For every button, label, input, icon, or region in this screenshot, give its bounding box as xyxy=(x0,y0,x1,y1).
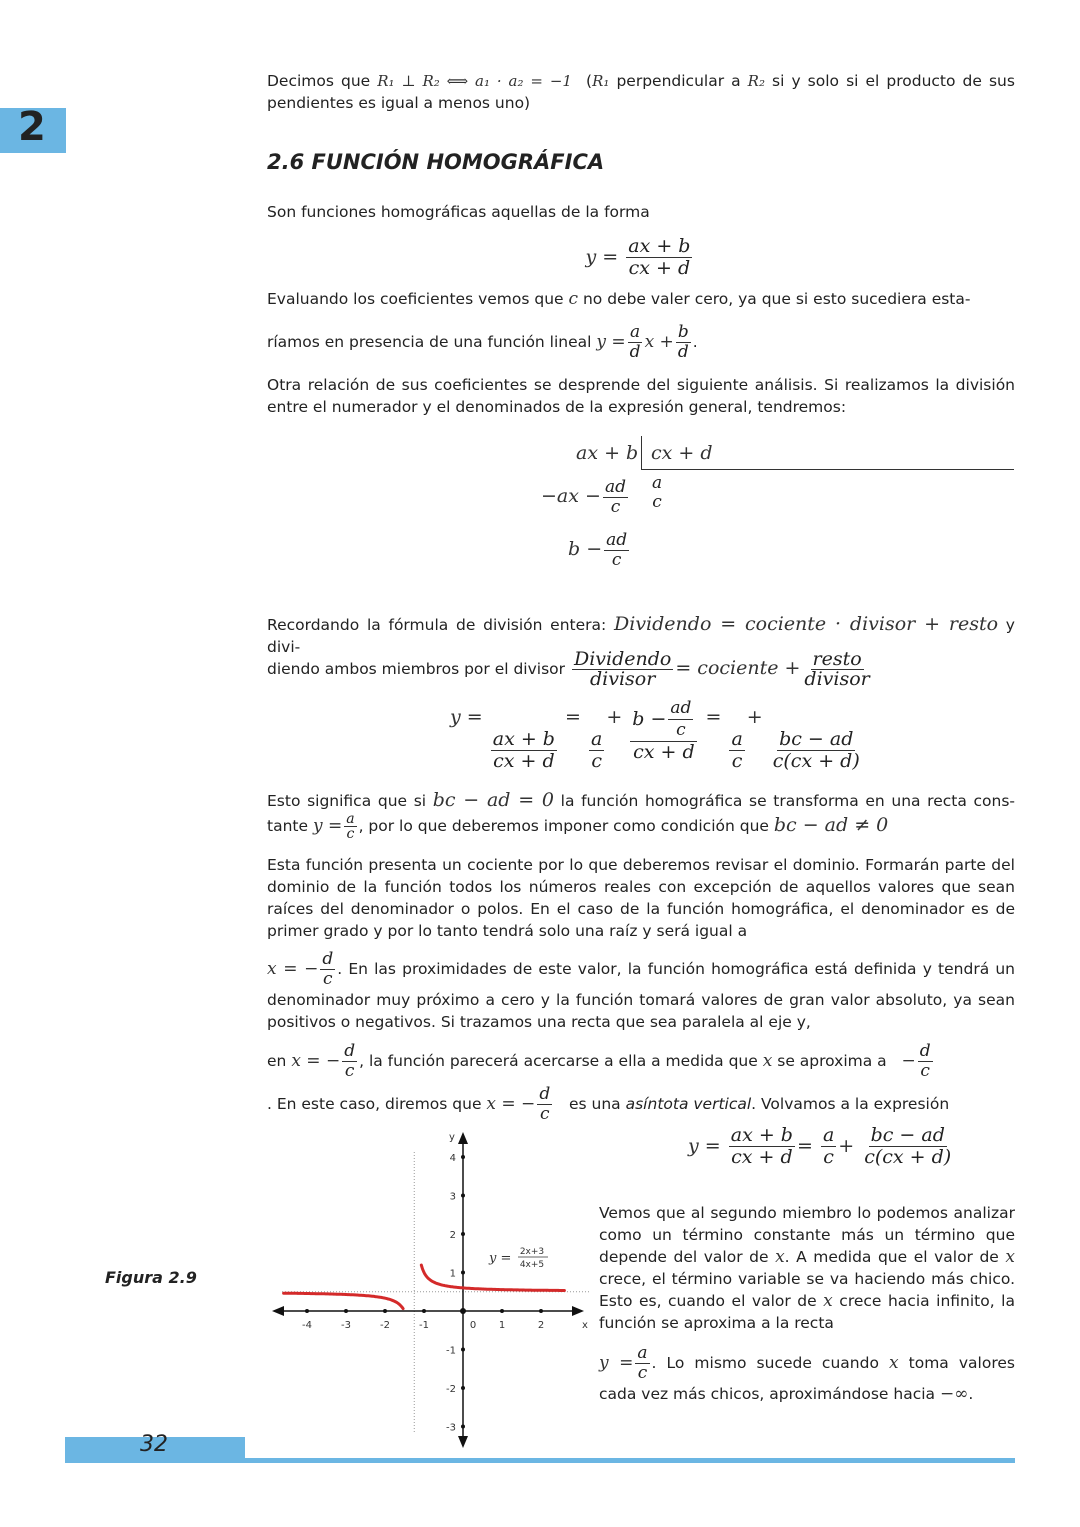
text: toma valores cada vez más chicos, aproximándose hacia xyxy=(599,1354,1015,1403)
text: y divi- xyxy=(267,616,1015,656)
perpendicular-formula: R₁ ⊥ R₂ ⟺ a₁ · a₂ = −1 xyxy=(377,72,572,90)
text: no debe valer cero, ya que si esto sucediera esta- xyxy=(582,290,971,308)
x-tick-label: -1 xyxy=(419,1320,429,1331)
homographic-function-graph xyxy=(260,1120,600,1460)
numerator: a xyxy=(630,322,641,342)
text: Evaluando los coeficientes vemos que xyxy=(267,290,564,308)
numerator: bc − ad xyxy=(779,728,854,750)
y-tick xyxy=(461,1155,465,1159)
section-heading: 2.6 FUNCIÓN HOMOGRÁFICA xyxy=(267,150,605,174)
denominator: d xyxy=(677,342,689,362)
numerator: a xyxy=(731,728,743,750)
text: . Volvamos a la expresión xyxy=(751,1095,950,1113)
denominator: divisor xyxy=(804,668,870,690)
math: − xyxy=(901,1051,916,1071)
subtraction-row xyxy=(541,478,630,517)
numerator: a xyxy=(637,1343,648,1363)
text: . xyxy=(692,333,698,351)
quotient xyxy=(648,474,666,512)
text: ( xyxy=(586,72,593,90)
text: la función homográfica se transforma en una recta cons- xyxy=(560,792,1015,810)
denominator: c xyxy=(920,1061,930,1081)
paragraph xyxy=(267,1040,1015,1082)
origin-point xyxy=(460,1308,466,1314)
text: . En las proximidades de este valor, la función homográfica está definida y tendrá un denominador muy próximo a cero y la función tomará valores de gran valor absoluto, ya sean positivos o negativos. Si trazamos una recta que sea paralela al eje y, xyxy=(267,960,1016,1031)
text: Decimos que xyxy=(267,72,371,90)
denominator: c xyxy=(676,720,686,740)
math: y = xyxy=(312,816,343,836)
denominator: c xyxy=(637,1363,648,1383)
y-tick-label: 3 xyxy=(449,1191,456,1203)
numerator: d xyxy=(344,1041,356,1061)
text: . A medida que el valor de xyxy=(784,1248,999,1266)
y-axis-arrow-down xyxy=(458,1436,468,1448)
math: = xyxy=(565,706,581,728)
x-tick xyxy=(422,1309,426,1313)
text: , por lo que deberemos imponer como condición que xyxy=(358,817,769,835)
paragraph xyxy=(267,789,1015,841)
denominator: divisor xyxy=(589,668,656,690)
text: en xyxy=(267,1052,287,1070)
denominator: c xyxy=(610,497,621,517)
x-tick-label: 0 xyxy=(469,1320,477,1331)
math: R₂ xyxy=(747,72,765,90)
denominator: cx + d xyxy=(633,741,695,763)
y-tick xyxy=(461,1194,465,1198)
text: . xyxy=(968,1385,974,1403)
text: . Lo mismo sucede cuando xyxy=(651,1354,879,1372)
numerator: ax + b xyxy=(730,1124,793,1146)
numerator: a xyxy=(652,473,663,493)
paragraph xyxy=(599,1344,1015,1405)
x-tick-label: 2 xyxy=(537,1320,545,1331)
math: b − xyxy=(568,538,603,560)
numerator: ad xyxy=(670,698,692,718)
denominator: cx + d xyxy=(493,750,555,772)
x-tick-label: -2 xyxy=(380,1320,390,1331)
x-axis-label: x xyxy=(582,1320,588,1331)
figure-label: Figura 2.9 xyxy=(105,1268,197,1287)
denominator: cx + d xyxy=(628,257,691,279)
x-tick xyxy=(383,1309,387,1313)
math: y = xyxy=(450,706,483,728)
y-axis-label: y xyxy=(449,1132,455,1143)
x-tick xyxy=(305,1309,309,1313)
x-tick-label: 1 xyxy=(498,1320,506,1331)
text: Recordando la fórmula de división entera: xyxy=(267,616,607,634)
y-tick xyxy=(461,1386,465,1390)
math: y = xyxy=(596,332,626,352)
text: si y solo si el producto de sus pendientes es igual a menos uno) xyxy=(267,72,1015,112)
denominator: c xyxy=(611,550,622,570)
denominator: d xyxy=(629,342,641,362)
denominator: cx + d xyxy=(731,1146,793,1168)
numerator: a xyxy=(590,728,603,750)
y-tick-label: -1 xyxy=(446,1345,456,1357)
text: ríamos en presencia de una función lineal xyxy=(267,333,592,351)
text: perpendicular a xyxy=(616,72,741,90)
equation-numerator: 2x+3 xyxy=(519,1247,545,1257)
math: x xyxy=(762,1051,773,1071)
page-number: 32 xyxy=(140,1432,168,1457)
paragraph xyxy=(267,322,1015,362)
denominator: c(cx + d) xyxy=(864,1146,952,1168)
math: = xyxy=(796,1135,813,1157)
math: x xyxy=(1005,1247,1016,1267)
math: + xyxy=(838,1135,855,1157)
math: y = xyxy=(585,246,619,268)
y-tick-label: 4 xyxy=(449,1153,456,1164)
math: c xyxy=(568,289,579,309)
math: x = − xyxy=(291,1051,341,1071)
x-tick xyxy=(344,1309,348,1313)
numerator: d xyxy=(919,1041,931,1061)
math: x xyxy=(888,1353,899,1373)
text: Vemos que al segundo miembro lo podemos analizar como un término constante más un término que depende del valor de xyxy=(599,1204,1015,1266)
math: = xyxy=(705,706,722,728)
numerator: b xyxy=(677,322,689,342)
math: y = xyxy=(599,1353,634,1373)
numerator: a xyxy=(822,1124,835,1146)
division-bracket-vertical xyxy=(641,436,642,470)
text: , la función parecerá acercarse a ella a medida que xyxy=(359,1052,758,1070)
denominator: c xyxy=(823,1146,834,1168)
math: x + xyxy=(644,332,674,352)
paragraph xyxy=(599,1202,1015,1334)
denominator: c xyxy=(652,492,662,512)
denominator: c xyxy=(344,1061,355,1081)
x-tick-label: -3 xyxy=(341,1320,351,1331)
denominator: c xyxy=(323,969,333,989)
dividend: ax + b xyxy=(576,442,639,464)
y-tick xyxy=(461,1348,465,1352)
y-tick-label: 2 xyxy=(449,1230,456,1241)
numerator: ax + b xyxy=(492,728,555,750)
division-bracket-horizontal xyxy=(641,469,1014,470)
numerator: ax + b xyxy=(628,235,691,257)
math: = cociente + xyxy=(675,657,801,679)
general-formula xyxy=(540,236,740,279)
math: x = − xyxy=(267,959,319,979)
math: y = xyxy=(688,1135,721,1157)
y-tick xyxy=(461,1232,465,1236)
chapter-tab xyxy=(0,104,66,153)
numerator: ad xyxy=(604,477,626,497)
text: diendo ambos miembros por el divisor xyxy=(267,660,566,678)
remainder xyxy=(568,531,631,570)
math: b − xyxy=(632,708,667,730)
text: . En este caso, diremos que xyxy=(267,1095,482,1113)
math: bc − ad ≠ 0 xyxy=(773,814,889,836)
math: R₁ xyxy=(592,72,610,90)
math: −ax − xyxy=(541,485,601,507)
paragraph: Son funciones homográficas aquellas de la forma xyxy=(267,203,650,221)
decomposition-formula xyxy=(450,698,864,772)
paragraph: Otra relación de sus coeficientes se desprende del siguiente análisis. Si realizamos la división entre el numerador y el denominados de la expresión general, tendremos: xyxy=(267,376,1015,416)
x-tick-label: -4 xyxy=(302,1320,312,1331)
text: crece hacia infinito, la función se aproxima a la recta xyxy=(599,1292,1015,1332)
paragraph xyxy=(267,288,1015,310)
equation-denominator: 4x+5 xyxy=(519,1260,545,1270)
denominator: c xyxy=(731,750,743,772)
math: −∞ xyxy=(939,1384,969,1404)
x-tick xyxy=(539,1309,543,1313)
denominator: c xyxy=(346,826,355,842)
x-axis-arrow-left xyxy=(272,1306,284,1316)
denominator: c xyxy=(539,1104,550,1124)
denominator: c(cx + d) xyxy=(772,750,860,772)
math: x xyxy=(823,1291,833,1311)
y-tick-label: -2 xyxy=(446,1384,456,1395)
intro-paragraph xyxy=(267,70,1015,114)
curve-left-branch xyxy=(284,1293,404,1308)
y-tick-label: -3 xyxy=(446,1422,456,1434)
numerator: ad xyxy=(606,530,628,550)
text: crece, el término variable se va haciendo más chico. Esto es, cuando el valor de xyxy=(599,1270,1015,1310)
paragraph xyxy=(267,950,1015,1033)
math: + xyxy=(606,706,623,728)
denominator: c xyxy=(591,750,602,772)
y-axis-arrow-up xyxy=(458,1132,468,1144)
numerator: a xyxy=(346,811,355,827)
division-formula: Dividendo = cociente · divisor + resto xyxy=(614,613,999,635)
math: x xyxy=(775,1247,785,1267)
numerator: d xyxy=(539,1084,551,1104)
y-tick-label: 1 xyxy=(449,1268,456,1280)
y-tick xyxy=(461,1425,465,1429)
numerator: bc − ad xyxy=(870,1124,945,1146)
numerator: resto xyxy=(812,648,862,670)
y-tick xyxy=(461,1271,465,1275)
text: Esto significa que si xyxy=(267,792,427,810)
x-axis-arrow-right xyxy=(572,1306,584,1316)
paragraph xyxy=(267,646,1015,691)
math: + xyxy=(746,706,763,728)
numerator: Dividendo xyxy=(573,648,672,670)
paragraph: Esta función presenta un cociente por lo que deberemos revisar el dominio. Formarán parte del dominio de la función todos los números reales con excepción de aquellos valores que sean raíces del denominador o polos. En el caso de la función homográfica, el denominador es de primer grado y por lo tanto tendrá solo una raíz y será igual a xyxy=(267,856,1015,940)
footer-line xyxy=(245,1458,1015,1463)
chapter-number: 2 xyxy=(18,104,46,150)
paragraph xyxy=(267,1083,1015,1125)
math: x = − xyxy=(486,1094,536,1114)
numerator: d xyxy=(322,949,334,969)
math: bc − ad = 0 xyxy=(432,789,554,811)
emphasis: asíntota vertical xyxy=(625,1095,752,1113)
x-tick xyxy=(500,1309,504,1313)
expression-formula xyxy=(688,1125,955,1168)
divisor: cx + d xyxy=(651,442,713,464)
equation-lhs: y = xyxy=(489,1251,512,1266)
text: tante xyxy=(267,817,309,835)
text: se aproxima a xyxy=(777,1052,887,1070)
text: es una xyxy=(568,1095,621,1113)
